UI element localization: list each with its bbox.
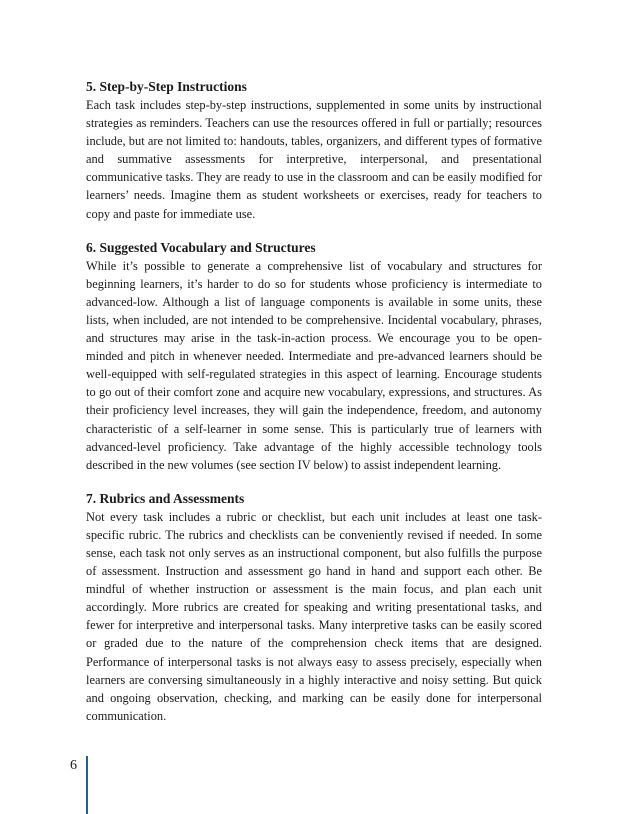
section-suggested-vocabulary xyxy=(86,239,542,474)
section-paragraph: While it’s possible to generate a comprehensive list of vocabulary and structures for beginning learners, it’s harder to do so for students whose proficiency is intermediate to advanced-low. Although a list of language components is available in some units, these lists, when included, are not intended to be comprehensive. Incidental vocabulary, phrases, and structures may arise in the task-in-action process. We encourage you to be open-minded and pitch in whenever needed. Intermediate and pre-advanced learners should be well-equipped with self-regulated strategies in this aspect of learning. Encourage students to go out of their comfort zone and acquire new vocabulary, expressions, and structures. As their proficiency level increases, they will gain the independence, freedom, and autonomy characteristic of a self-learner in some sense. This is particularly true of learners with advanced-level proficiency. Take advantage of the highly accessible technology tools described in the new volumes (see section IV below) to assist independent learning. xyxy=(86,258,542,472)
section-rubrics-assessments xyxy=(86,490,542,725)
section-paragraph: Each task includes step-by-step instructions, supplemented in some units by instructional strategies as reminders. Teachers can use the resources offered in full or partially; resources include, but are not limited to: handouts, tables, organizers, and different types of formative and summative assessments for interpretive, interpersonal, and presentational communicative tasks. They are ready to use in the classroom and can be easily modified for learners’ needs. Imagine them as student worksheets or exercises, ready for teachers to copy and paste for immediate use. xyxy=(86,98,542,221)
section-heading: 7. Rubrics and Assessments xyxy=(86,490,245,506)
page-number: 6 xyxy=(70,758,77,773)
section-paragraph: Not every task includes a rubric or checklist, but each unit includes at least one task-specific rubric. The rubrics and checklists can be conveniently revised if needed. In some sense, each task not only serves as an instructional component, but also fulfills the purpose of assessment. Instruction and assessment go hand in hand and support each other. Be mindful of whether instruction or assessment is the main focus, and plan each unit accordingly. More rubrics are created for speaking and writing presentational tasks, and fewer for interpretive and interpersonal tasks. Many interpretive tasks can be easily scored or graded due to the nature of the comprehension check items that are designed. Performance of interpersonal tasks is not always easy to assess precisely, especially when learners are conversing simultaneously in a highly interactive and noisy setting. But quick and ongoing observation, checking, and marking can be easily done for interpersonal communication. xyxy=(86,509,542,723)
page-content xyxy=(86,78,542,741)
section-step-by-step-instructions xyxy=(86,78,542,223)
page-number-rule xyxy=(86,756,88,814)
section-heading: 5. Step-by-Step Instructions xyxy=(86,79,247,94)
section-heading: 6. Suggested Vocabulary and Structures xyxy=(86,239,316,255)
